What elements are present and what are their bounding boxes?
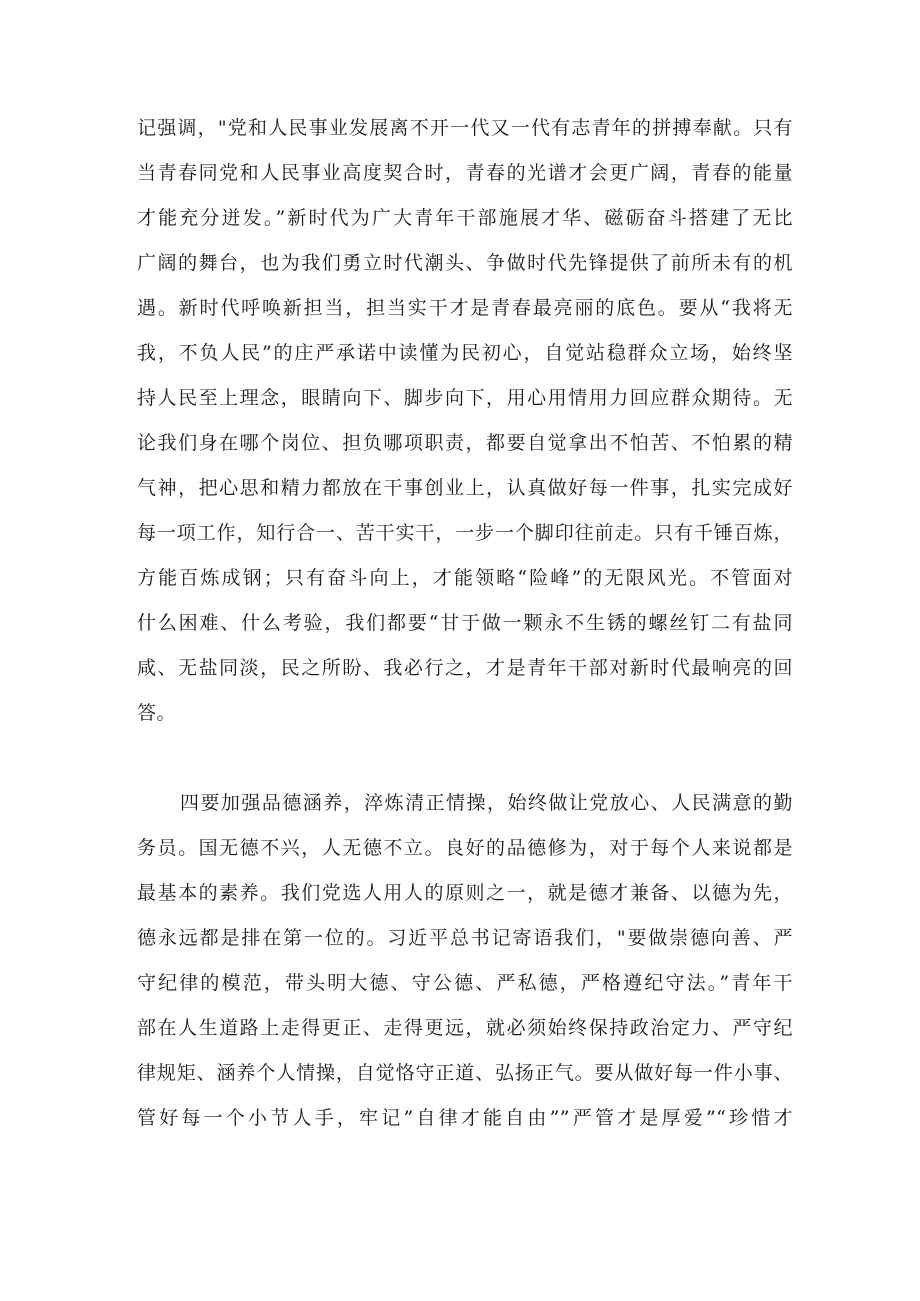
paragraph-1-line-12: 什么困难、什么考验，我们都要“甘于做一颗永不生锈的螺丝钉二有盐同: [137, 612, 793, 634]
paragraph-1-line-2: 当青春同党和人民事业高度契合时，青春的光谱才会更广阔，青春的能量: [137, 162, 793, 184]
paragraph-1-line-8: 论我们身在哪个岗位、担负哪项职责，都要自觉拿出不怕苦、不怕累的精: [137, 432, 793, 454]
paragraph-2-line-6: 部在人生道路上走得更正、走得更远，就必须始终保持政治定力、严守纪: [137, 1017, 793, 1039]
paragraph-1-line-13: 咸、无盐同淡，民之所盼、我必行之，才是青年干部对新时代最响亮的回: [137, 657, 793, 679]
paragraph-1-line-11: 方能百炼成钢；只有奋斗向上，才能领略“险峰”的无限风光。不管面对: [137, 567, 793, 589]
paragraph-2-line-2: 务员。国无德不兴，人无德不立。良好的品德修为，对于每个人来说都是: [137, 837, 793, 859]
paragraph-2-line-8: 管好每一个小节人手，牢记”自律才能自由””严管才是厚爱”“珍惜才: [137, 1107, 793, 1129]
paragraph-2-line-1: 四要加强品德涵养，淬炼清正情操，始终做让党放心、人民满意的勤: [180, 792, 793, 814]
paragraph-1-line-7: 持人民至上理念，眼睛向下、脚步向下，用心用情用力回应群众期待。无: [137, 387, 793, 409]
paragraph-1-line-6: 我，不负人民”的庄严承诺中读懂为民初心，自觉站稳群众立场，始终坚: [137, 342, 793, 364]
paragraph-2-line-7: 律规矩、涵养个人情操，自觉恪守正道、弘扬正气。要从做好每一件小事、: [137, 1062, 793, 1084]
paragraph-1-line-3: 才能充分迸发。”新时代为广大青年干部施展才华、磁砺奋斗搭建了无比: [137, 207, 793, 229]
paragraph-1-line-4: 广阔的舞台，也为我们勇立时代潮头、争做时代先锋提供了前所未有的机: [137, 252, 793, 274]
paragraph-2-line-4: 德永远都是排在第一位的。习近平总书记寄语我们，"要做崇德向善、严: [137, 927, 793, 949]
paragraph-1-line-1: 记强调，"党和人民事业发展离不开一代又一代有志青年的拼搏奉献。只有: [137, 117, 793, 139]
paragraph-2-line-5: 守纪律的模范，带头明大德、守公德、严私德，严格遵纪守法。”青年干: [137, 972, 793, 994]
paragraph-1-line-10: 每一项工作，知行合一、苦干实干，一步一个脚印往前走。只有千锤百炼，: [137, 522, 793, 544]
paragraph-1-line-9: 气神，把心思和精力都放在干事创业上，认真做好每一件事，扎实完成好: [137, 477, 793, 499]
paragraph-2-line-3: 最基本的素养。我们党选人用人的原则之一，就是德才兼备、以德为先，: [137, 882, 793, 904]
paragraph-1-line-5: 遇。新时代呼唤新担当，担当实干才是青春最亮丽的底色。要从“我将无: [137, 297, 793, 319]
paragraph-1-line-14: 答。: [137, 702, 177, 724]
